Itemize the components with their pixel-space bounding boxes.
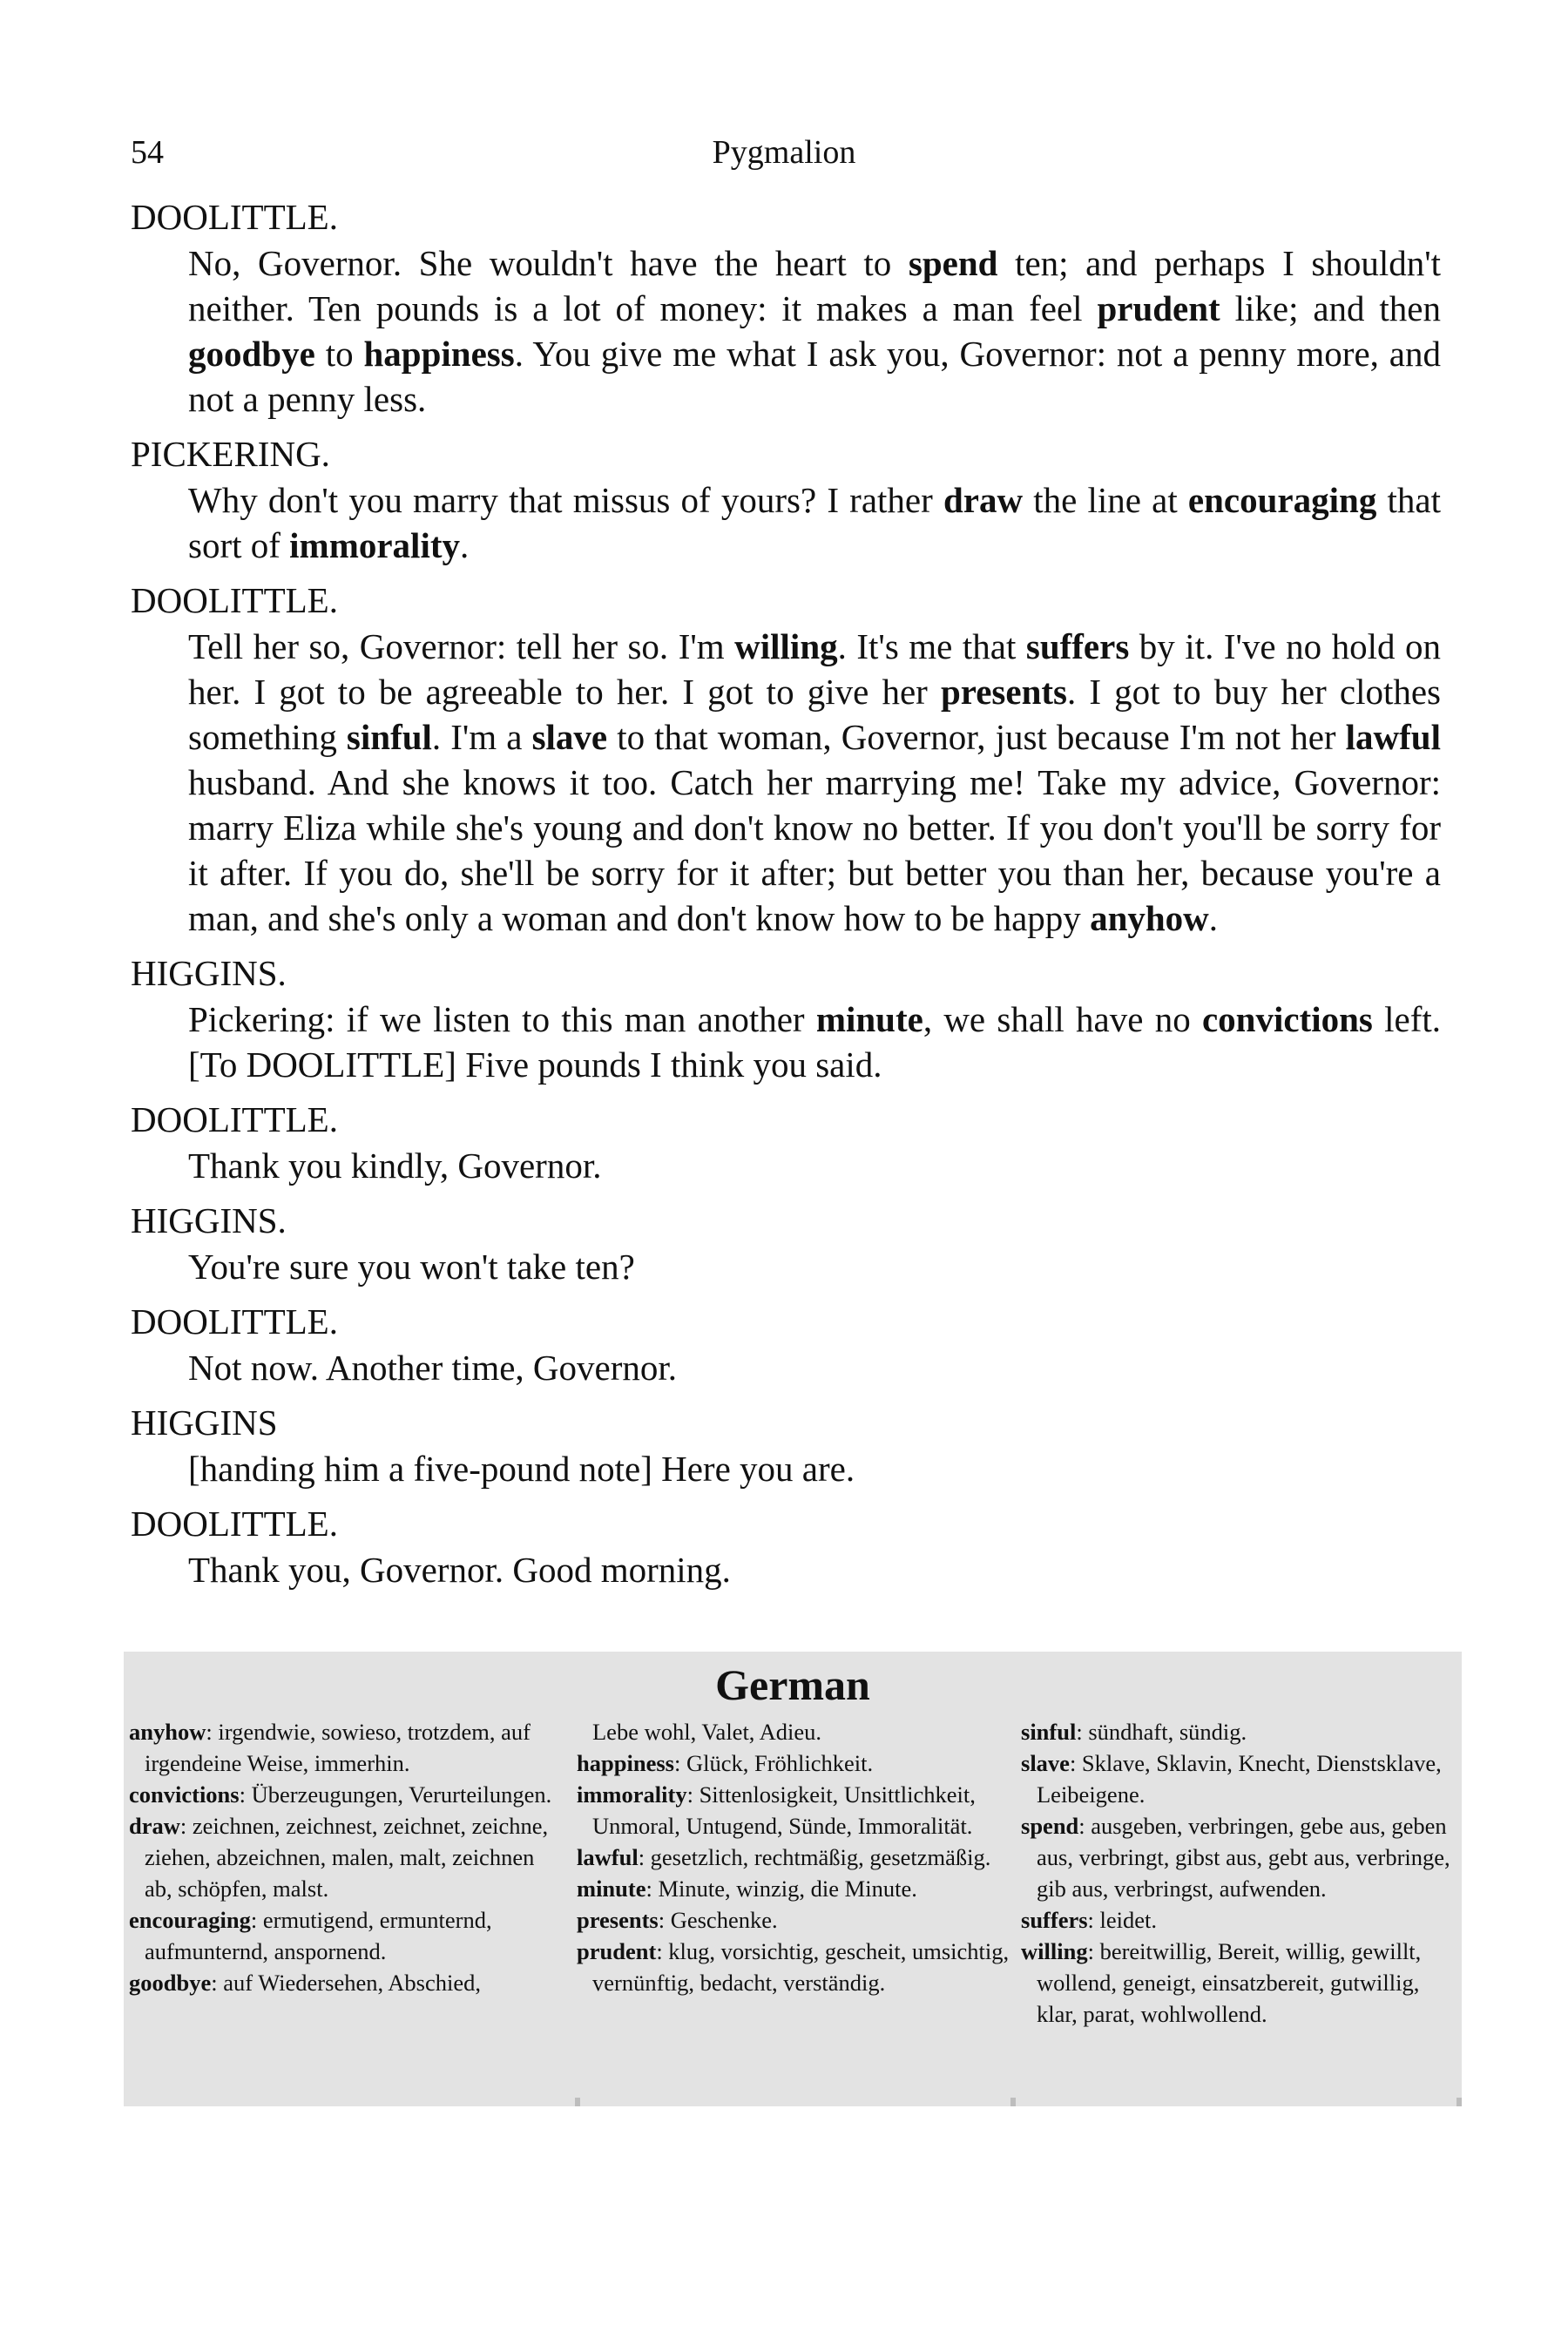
glossary-definition: : Geschenke. — [658, 1907, 778, 1933]
speech-text — [188, 1345, 1441, 1390]
glossary-entry — [1021, 1936, 1456, 2030]
speech-segment: left. [To DOOLITTLE] Five pounds I think you said. — [188, 999, 1441, 1085]
speech-segment: . — [1208, 898, 1219, 938]
speaker-name: HIGGINS. — [131, 953, 287, 993]
vocabulary-word: minute — [815, 999, 923, 1039]
speech-segment: , we shall have no — [923, 999, 1202, 1039]
book-title: Pygmalion — [712, 134, 856, 171]
glossary-term: immorality — [577, 1781, 687, 1808]
glossary-definition: : Minute, winzig, die Minute. — [645, 1876, 917, 1902]
glossary-entry — [1021, 1716, 1456, 1747]
glossary-term: convictions — [129, 1781, 240, 1808]
glossary-term: sinful — [1021, 1719, 1077, 1745]
speech-segment: Pickering: if we listen to this man another — [188, 999, 816, 1039]
speech-segment: Not now. Another time, Governor. — [188, 1348, 678, 1388]
glossary-term: spend — [1021, 1813, 1079, 1839]
column-divider — [1010, 2098, 1016, 2106]
glossary-entry — [577, 1779, 1012, 1842]
glossary-term: presents — [577, 1907, 659, 1933]
vocabulary-word: willing — [734, 626, 838, 666]
speech-segment: Thank you kindly, Governor. — [188, 1146, 602, 1186]
speaker-name: HIGGINS. — [131, 1200, 287, 1240]
glossary-definition: : gesetzlich, rechtmäßig, gesetzmäßig. — [638, 1844, 991, 1870]
speech-segment: like; and then — [1220, 288, 1441, 328]
glossary-term: prudent — [577, 1938, 657, 1964]
speech-segment: . I got to buy her clothes something — [188, 672, 1441, 757]
speech-segment: You're sure you won't take ten? — [188, 1247, 635, 1287]
glossary-column-3 — [1021, 1716, 1456, 2030]
vocabulary-word: immorality — [289, 525, 460, 565]
glossary-term: minute — [577, 1876, 646, 1902]
glossary-definition: : sündhaft, sündig. — [1076, 1719, 1247, 1745]
glossary-definition: : Überzeugungen, Verurteilungen. — [239, 1781, 552, 1808]
speech-text — [188, 477, 1441, 568]
speaker-name: DOOLITTLE. — [131, 1301, 338, 1342]
glossary-entry — [1021, 1810, 1456, 1904]
glossary-term: lawful — [577, 1844, 639, 1870]
speech-segment: husband. And she knows it too. Catch her marrying me! Take my advice, Governor: marry Eliza while she's young and don't know no better. If you don't you'll be sorry for it after. If you do, she'll be sorry for it after; but better you than her, because you're a man, and she's only a woman and don't know how to be happy — [188, 762, 1441, 938]
speech-segment: Tell her so, Governor: tell her so. I'm — [188, 626, 735, 666]
glossary-definition: : Sittenlosigkeit, Unsittlichkeit, Unmoral, Untugend, Sünde, Immoralität. — [592, 1781, 976, 1839]
glossary-definition: : klug, vorsichtig, gescheit, umsichtig, vernünftig, bedacht, verständig. — [592, 1938, 1010, 1996]
speech-segment: the line at — [1023, 480, 1188, 520]
glossary-definition: : Glück, Fröhlichkeit. — [673, 1750, 874, 1776]
speaker-name: DOOLITTLE. — [131, 580, 338, 620]
vocabulary-word: slave — [531, 717, 608, 757]
column-divider — [1456, 2098, 1462, 2106]
glossary-term: happiness — [577, 1750, 674, 1776]
glossary-entry — [129, 1967, 564, 1998]
glossary-box — [124, 1652, 1462, 2106]
speech-segment: No, Governor. She wouldn't have the heart to — [188, 243, 909, 283]
speech-text — [188, 997, 1441, 1087]
speech-segment: Why don't you marry that missus of yours? I rather — [188, 480, 943, 520]
speech-segment: [handing him a five-pound note] Here you are. — [188, 1449, 855, 1489]
glossary-entry — [577, 1747, 1012, 1779]
glossary-definition: : ausgeben, verbringen, gebe aus, geben aus, verbringt, gibst aus, gebt aus, verbringe, gib aus, verbringst, aufwenden. — [1037, 1813, 1450, 1902]
glossary-column-1 — [129, 1716, 564, 1998]
glossary-entry — [129, 1810, 564, 1904]
speaker-name: DOOLITTLE. — [131, 197, 338, 237]
vocabulary-word: lawful — [1345, 717, 1442, 757]
glossary-term: willing — [1021, 1938, 1088, 1964]
speech-text — [188, 1547, 1441, 1592]
glossary-definition: : Sklave, Sklavin, Knecht, Dienstsklave, Leibeigene. — [1037, 1750, 1442, 1808]
speech-segment: to that woman, Governor, just because I'm not her — [607, 717, 1346, 757]
speech-segment: that sort of — [188, 480, 1441, 565]
glossary-term: slave — [1021, 1750, 1070, 1776]
vocabulary-word: sinful — [346, 717, 432, 757]
glossary-title: German — [715, 1660, 870, 1709]
glossary-definition: : ermutigend, ermunternd, aufmunternd, anspornend. — [145, 1907, 492, 1964]
vocabulary-word: draw — [943, 480, 1024, 520]
speech-segment: . I'm a — [431, 717, 532, 757]
vocabulary-word: happiness — [363, 334, 515, 374]
speech-segment: Thank you, Governor. Good morning. — [188, 1550, 731, 1590]
speech-segment: to — [314, 334, 364, 374]
glossary-definition: : auf Wiedersehen, Abschied, — [211, 1970, 481, 1996]
glossary-entry — [577, 1842, 1012, 1873]
glossary-entry — [129, 1716, 564, 1779]
glossary-definition: : irgendwie, sowieso, trotzdem, auf irgendeine Weise, immerhin. — [145, 1719, 531, 1776]
glossary-definition: : leidet. — [1087, 1907, 1158, 1933]
glossary-column-2 — [577, 1716, 1012, 1998]
vocabulary-word: convictions — [1201, 999, 1373, 1039]
glossary-term: encouraging — [129, 1907, 251, 1933]
vocabulary-word: spend — [908, 243, 998, 283]
vocabulary-word: suffers — [1025, 626, 1130, 666]
glossary-entry — [577, 1873, 1012, 1904]
speech-segment: . — [460, 525, 470, 565]
speech-text — [188, 240, 1441, 422]
speaker-name: HIGGINS — [131, 1402, 278, 1443]
vocabulary-word: prudent — [1097, 288, 1220, 328]
glossary-entry — [577, 1904, 1012, 1936]
speech-segment: by it. I've no hold on her. I got to be agreeable to her. I got to give her — [188, 626, 1441, 712]
play-dialogue — [131, 193, 1441, 1592]
speech-text — [188, 1143, 1441, 1188]
speaker-name: DOOLITTLE. — [131, 1504, 338, 1544]
glossary-entry — [129, 1779, 564, 1810]
speech-text — [188, 624, 1441, 941]
speech-segment: . It's me that — [837, 626, 1026, 666]
speech-segment: . You give me what I ask you, Governor: not a penny more, and not a penny less. — [188, 334, 1441, 419]
vocabulary-word: anyhow — [1090, 898, 1209, 938]
glossary-entry — [577, 1716, 1012, 1747]
page-number: 54 — [131, 134, 164, 171]
speech-text — [188, 1446, 1441, 1491]
glossary-entry — [577, 1936, 1012, 1998]
vocabulary-word: presents — [940, 672, 1067, 712]
glossary-definition: Lebe wohl, Valet, Adieu. — [592, 1719, 821, 1745]
glossary-entry — [129, 1904, 564, 1967]
vocabulary-word: goodbye — [188, 334, 315, 374]
glossary-term: draw — [129, 1813, 180, 1839]
speech-segment: ten; and perhaps I shouldn't neither. Ten pounds is a lot of money: it makes a man feel — [188, 243, 1441, 328]
glossary-entry — [1021, 1747, 1456, 1810]
speaker-name: DOOLITTLE. — [131, 1099, 338, 1139]
glossary-entry — [1021, 1904, 1456, 1936]
speech-text — [188, 1244, 1441, 1289]
speaker-name: PICKERING. — [131, 434, 330, 474]
vocabulary-word: encouraging — [1187, 480, 1377, 520]
glossary-term: anyhow — [129, 1719, 206, 1745]
glossary-term: goodbye — [129, 1970, 212, 1996]
glossary-definition: : zeichnen, zeichnest, zeichnet, zeichne, ziehen, abzeichnen, malen, malt, zeichnen ab, schöpfen, malst. — [145, 1813, 549, 1902]
glossary-term: suffers — [1021, 1907, 1088, 1933]
glossary-definition: : bereitwillig, Bereit, willig, gewillt, wollend, geneigt, einsatzbereit, gutwillig, klar, parat, wohlwollend. — [1037, 1938, 1422, 2027]
column-divider — [575, 2098, 580, 2106]
